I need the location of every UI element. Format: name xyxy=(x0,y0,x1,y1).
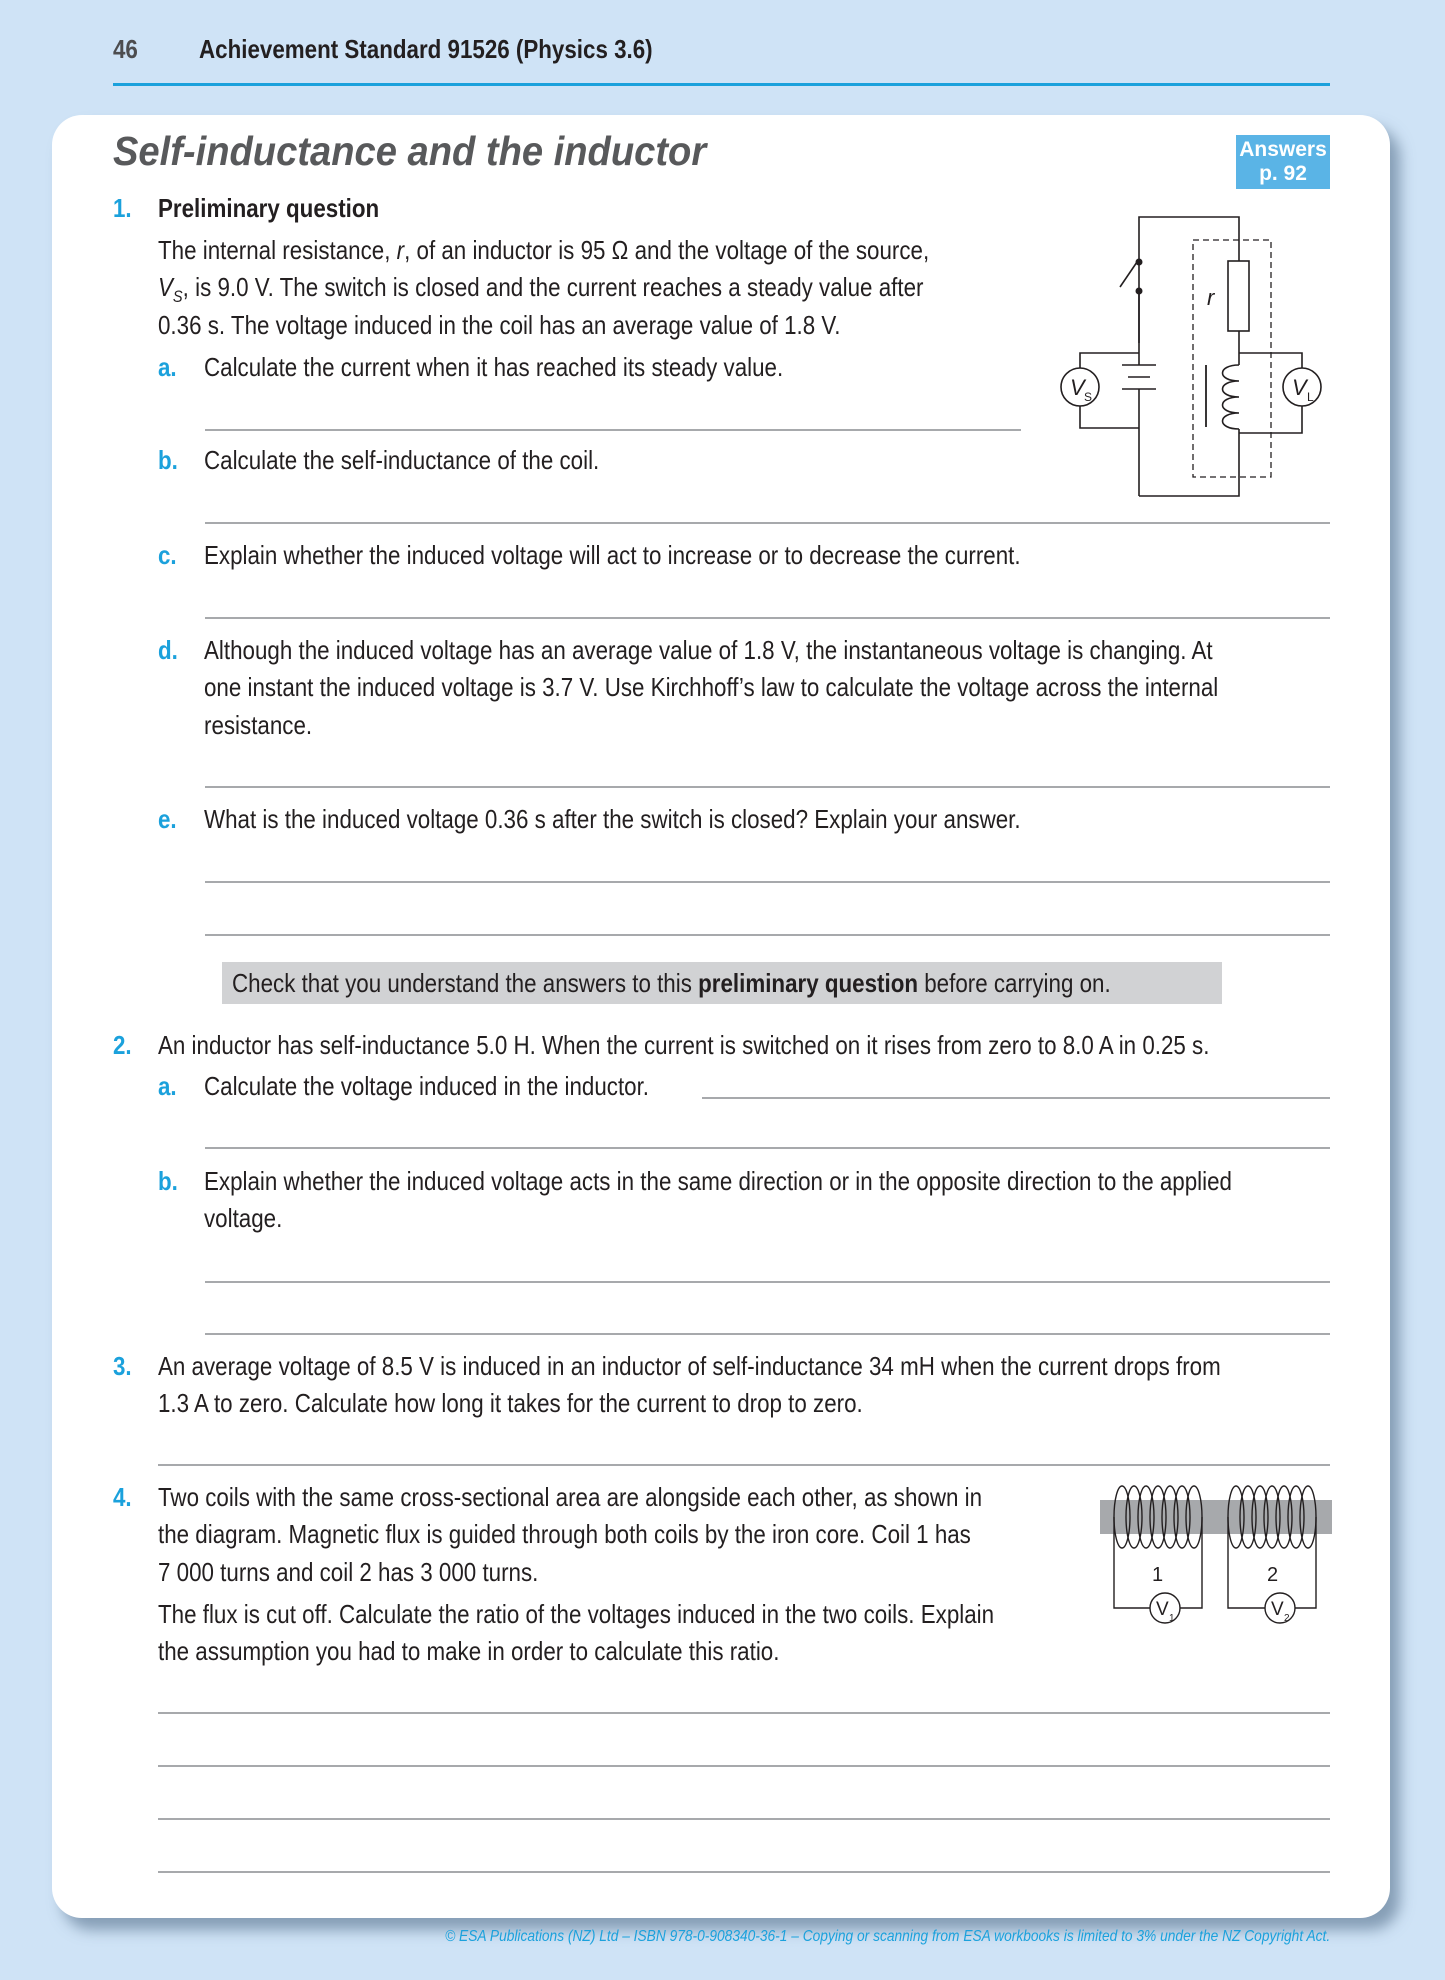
copyright-footer: © ESA Publications (NZ) Ltd – ISBN 978-0-908340-36-1 – Copying or scanning from ESA workbooks is limited to 3% under the NZ Copyright Act. xyxy=(444,1928,1330,1945)
part-letter: b. xyxy=(158,445,178,475)
standard-title: Achievement Standard 91526 (Physics 3.6) xyxy=(199,34,653,64)
coil-meter-sub: L xyxy=(1307,390,1314,404)
question-text-line: 7 000 turns and coil 2 has 3 000 turns. xyxy=(158,1557,539,1587)
part-text: Although the induced voltage has an average value of 1.8 V, the instantaneous voltage is changing. At xyxy=(204,635,1213,665)
part-text: one instant the induced voltage is 3.7 V. Use Kirchhoff’s law to calculate the voltage across the internal xyxy=(204,672,1219,702)
header-divider xyxy=(113,83,1330,86)
question-number: 3. xyxy=(113,1351,132,1381)
question-text-line: An inductor has self-inductance 5.0 H. When the current is switched on it rises from zero to 8.0 A in 0.25 s. xyxy=(158,1030,1210,1060)
part-text: What is the induced voltage 0.36 s after the switch is closed? Explain your answer. xyxy=(204,804,1021,834)
answer-line[interactable] xyxy=(158,1765,1330,1767)
circuit-wire xyxy=(1139,217,1239,343)
part-text: Explain whether the induced voltage acts in the same direction or in the opposite direction to the applied xyxy=(204,1166,1232,1196)
part-text: voltage. xyxy=(204,1203,283,1233)
answer-line[interactable] xyxy=(158,1871,1330,1873)
answers-badge-label: Answers xyxy=(1239,138,1327,161)
meter-2-sub: 2 xyxy=(1284,1613,1290,1624)
answer-line[interactable] xyxy=(205,1281,1330,1283)
question-text-line: the assumption you had to make in order to calculate this ratio. xyxy=(158,1636,780,1666)
part-letter: a. xyxy=(158,1071,177,1101)
part-text: Calculate the self-inductance of the coil. xyxy=(204,445,600,475)
answer-line[interactable] xyxy=(205,617,1330,619)
check-understanding-banner xyxy=(222,962,1222,1004)
question-text-line: 1.3 A to zero. Calculate how long it takes for the current to drop to zero. xyxy=(158,1388,863,1418)
answer-line[interactable] xyxy=(205,881,1330,883)
answers-badge-page: p. 92 xyxy=(1259,162,1307,185)
meter-1-label: V xyxy=(1156,1599,1169,1620)
resistor-icon xyxy=(1228,261,1249,331)
part-text: Calculate the current when it has reached its steady value. xyxy=(204,352,784,382)
coil-2-label: 2 xyxy=(1267,1564,1279,1586)
question-text-line: $V_S$, is 9.0 V. The switch is closed and the current reaches a steady value after xyxy=(158,272,924,307)
part-text: Calculate the voltage induced in the inductor. xyxy=(204,1071,650,1101)
switch-icon xyxy=(1120,262,1137,287)
question-number: 4. xyxy=(113,1482,132,1512)
answer-line[interactable] xyxy=(205,934,1330,936)
source-meter-label: V xyxy=(1070,375,1085,400)
answer-line[interactable] xyxy=(205,1333,1330,1335)
source-meter-sub: S xyxy=(1084,390,1093,404)
question-text-line: The internal resistance, r, of an inductor is 95 Ω and the voltage of the source, xyxy=(158,235,930,265)
answers-badge[interactable] xyxy=(1236,135,1330,189)
part-text: resistance. xyxy=(204,710,313,740)
question-heading: Preliminary question xyxy=(158,193,380,223)
page-title: Self-inductance and the inductor xyxy=(113,128,707,174)
answer-line[interactable] xyxy=(205,429,1021,431)
meter-2-label: V xyxy=(1271,1599,1284,1620)
question-text-line: the diagram. Magnetic flux is guided through both coils by the iron core. Coil 1 has xyxy=(158,1519,971,1549)
answer-line[interactable] xyxy=(158,1464,1330,1466)
question-text-line: 0.36 s. The voltage induced in the coil has an average value of 1.8 V. xyxy=(158,310,841,340)
iron-core-bar xyxy=(1100,1500,1332,1534)
part-letter: a. xyxy=(158,352,177,382)
part-letter: d. xyxy=(158,635,178,665)
answer-line[interactable] xyxy=(205,786,1330,788)
question-number: 1. xyxy=(113,193,132,223)
inductor-coil-icon xyxy=(1223,365,1240,429)
question-text-line: An average voltage of 8.5 V is induced in an inductor of self-inductance 34 mH when the current drops from xyxy=(158,1351,1221,1381)
coil-meter-label: V xyxy=(1292,375,1307,400)
coil-1-label: 1 xyxy=(1152,1564,1164,1586)
two-coils-diagram xyxy=(1098,1478,1332,1628)
part-letter: b. xyxy=(158,1166,178,1196)
answer-line[interactable] xyxy=(205,522,1330,524)
part-letter: e. xyxy=(158,804,177,834)
question-text-line: Two coils with the same cross-sectional area are alongside each other, as shown in xyxy=(158,1482,983,1512)
resistor-label: r xyxy=(1207,285,1215,310)
part-letter: c. xyxy=(158,540,177,570)
answer-line[interactable] xyxy=(158,1818,1330,1820)
question-text-line: The flux is cut off. Calculate the ratio of the voltages induced in the two coils. Explain xyxy=(158,1599,995,1629)
answer-line[interactable] xyxy=(158,1712,1330,1714)
banner-text: Check that you understand the answers to this preliminary question before carrying on. xyxy=(232,968,1111,998)
answer-line[interactable] xyxy=(702,1097,1330,1099)
inductor-circuit-diagram xyxy=(1050,205,1340,510)
inductor-enclosure xyxy=(1193,240,1271,477)
meter-1-sub: 1 xyxy=(1169,1613,1175,1624)
page-number: 46 xyxy=(113,34,138,64)
question-number: 2. xyxy=(113,1030,132,1060)
part-text: Explain whether the induced voltage will act to increase or to decrease the current. xyxy=(204,540,1021,570)
answer-line[interactable] xyxy=(205,1147,1330,1149)
